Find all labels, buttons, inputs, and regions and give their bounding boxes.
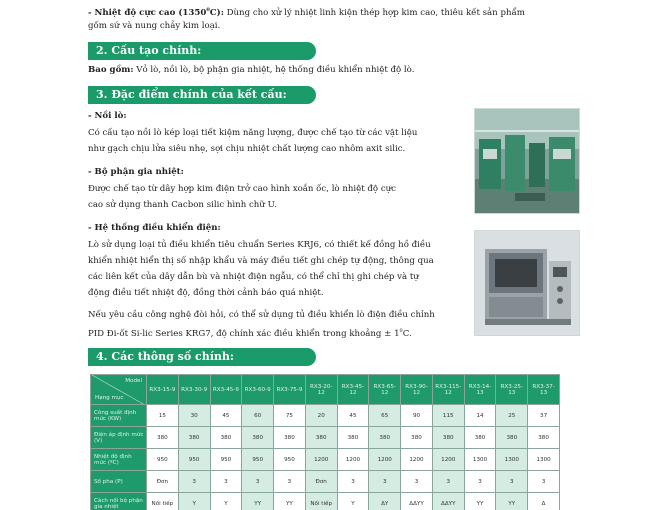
section-2-label: Bao gồm: bbox=[88, 65, 134, 75]
model-header: RX3-25-13 bbox=[496, 375, 528, 405]
noi-lo-text-1: Có cấu tạo nồi lò kép loại tiết kiệm năng lượng, được chế tạo từ các vật liệu bbox=[88, 128, 418, 138]
model-header: RX3-90-12 bbox=[401, 375, 433, 405]
model-header: RX3-45-9 bbox=[210, 375, 242, 405]
table-cell: 65 bbox=[369, 405, 401, 427]
control-text-1: Lò sử dụng loại tủ điều khiển tiêu chuẩn Series KRJ6, có thiết kế đồng hồ điều bbox=[88, 240, 431, 250]
table-cell: 3 bbox=[432, 471, 464, 493]
table-cell: 380 bbox=[274, 427, 306, 449]
table-cell: YY bbox=[496, 493, 528, 510]
table-cell: 380 bbox=[147, 427, 179, 449]
table-cell: 15 bbox=[147, 405, 179, 427]
model-header: RX3-30-9 bbox=[178, 375, 210, 405]
noi-lo-heading: - Nồi lò: bbox=[88, 111, 127, 121]
row-label: Điện áp định mức (V) bbox=[91, 427, 147, 449]
table-row-connection bbox=[91, 493, 560, 510]
table-cell: 380 bbox=[496, 427, 528, 449]
table-cell: 1200 bbox=[337, 449, 369, 471]
table-cell: 3 bbox=[369, 471, 401, 493]
control-text-4: động điều tiết nhiệt độ, đồng thời cảnh báo quá nhiệt. bbox=[88, 288, 324, 298]
table-cell: 3 bbox=[242, 471, 274, 493]
table-cell: 950 bbox=[147, 449, 179, 471]
specs-table bbox=[90, 374, 560, 510]
table-cell: Đơn bbox=[305, 471, 337, 493]
intro-line bbox=[88, 4, 525, 19]
table-cell: ΔΔYY bbox=[432, 493, 464, 510]
model-header: RX3-75-9 bbox=[274, 375, 306, 405]
table-cell: 25 bbox=[496, 405, 528, 427]
table-cell: YY bbox=[274, 493, 306, 510]
table-cell: 3 bbox=[464, 471, 496, 493]
table-cell: Nối tiếp bbox=[305, 493, 337, 510]
table-cell: 950 bbox=[210, 449, 242, 471]
table-cell: 20 bbox=[305, 405, 337, 427]
table-cell: 30 bbox=[178, 405, 210, 427]
table-cell: 1300 bbox=[528, 449, 560, 471]
control-text-2: khiển nhiệt hiển thị số nhập khẩu và máy điều tiết ghi chép tự động, thông qua bbox=[88, 256, 434, 266]
table-cell: 1200 bbox=[432, 449, 464, 471]
table-cell: YY bbox=[464, 493, 496, 510]
row-label: Số pha (P) bbox=[91, 471, 147, 493]
table-cell: Nối tiếp bbox=[147, 493, 179, 510]
table-cell: 3 bbox=[274, 471, 306, 493]
model-header: RX3-45-12 bbox=[337, 375, 369, 405]
model-header: RX3-60-9 bbox=[242, 375, 274, 405]
table-cell: 60 bbox=[242, 405, 274, 427]
table-cell: 75 bbox=[274, 405, 306, 427]
box-furnace-photo bbox=[474, 230, 580, 336]
table-cell: ΔΔYY bbox=[401, 493, 433, 510]
control-text-3: các liên kết của dây dẫn bù và nhiệt điện ngẫu, có thể chỉ thị ghi chép và tự bbox=[88, 272, 419, 282]
table-cell: 3 bbox=[178, 471, 210, 493]
table-corner-cell bbox=[91, 375, 147, 405]
table-cell: 115 bbox=[432, 405, 464, 427]
section-2-title: 2. Cấu tạo chính: bbox=[88, 42, 316, 60]
section-4-title: 4. Các thông số chính: bbox=[88, 348, 316, 366]
furnace-line-photo bbox=[474, 108, 580, 214]
table-cell: 380 bbox=[401, 427, 433, 449]
table-row-voltage bbox=[91, 427, 560, 449]
section-2-text: Bao gồm: Vỏ lò, nồi lò, bộ phận gia nhiệt, hệ thống điều khiển nhiệt độ lò. bbox=[88, 65, 415, 75]
table-cell: 3 bbox=[337, 471, 369, 493]
table-cell: 45 bbox=[210, 405, 242, 427]
table-cell: 3 bbox=[401, 471, 433, 493]
table-cell: 380 bbox=[178, 427, 210, 449]
table-cell: 14 bbox=[464, 405, 496, 427]
table-cell: 37 bbox=[528, 405, 560, 427]
model-header: RX3-65-12 bbox=[369, 375, 401, 405]
table-cell: 380 bbox=[242, 427, 274, 449]
table-cell: Y bbox=[178, 493, 210, 510]
table-row-phase bbox=[91, 471, 560, 493]
model-header: RX3-14-13 bbox=[464, 375, 496, 405]
table-cell: 380 bbox=[528, 427, 560, 449]
table-header-row bbox=[91, 375, 560, 405]
table-cell: 380 bbox=[432, 427, 464, 449]
table-cell: 90 bbox=[401, 405, 433, 427]
table-cell: 380 bbox=[337, 427, 369, 449]
extra-text-2: PID Đi-ốt Si-lic Series KRG7, độ chính xác điều khiển trong khoảng ± $1^0C$. bbox=[88, 328, 412, 339]
table-cell: 950 bbox=[178, 449, 210, 471]
table-cell: 1200 bbox=[369, 449, 401, 471]
intro-label: - Nhiệt độ cực cao (1350$^0$C): bbox=[88, 7, 224, 18]
row-label: Nhiệt độ định mức (ºC) bbox=[91, 449, 147, 471]
table-cell: 950 bbox=[274, 449, 306, 471]
heating-text-1: Được chế tạo từ dây hợp kim điện trở cao hình xoắn ốc, lò nhiệt độ cực bbox=[88, 184, 396, 194]
intro-text-2: gốm sứ và nung chảy kim loại. bbox=[88, 21, 221, 31]
table-cell: 950 bbox=[242, 449, 274, 471]
table-cell: 380 bbox=[305, 427, 337, 449]
table-cell: 380 bbox=[210, 427, 242, 449]
table-cell: Đơn bbox=[147, 471, 179, 493]
table-row-power bbox=[91, 405, 560, 427]
heating-heading: - Bộ phận gia nhiệt: bbox=[88, 167, 184, 177]
table-cell: Δ bbox=[528, 493, 560, 510]
table-cell: 380 bbox=[464, 427, 496, 449]
table-cell: 1300 bbox=[496, 449, 528, 471]
row-label: Công suất định mức (KW) bbox=[91, 405, 147, 427]
model-header: RX3-115-12 bbox=[432, 375, 464, 405]
table-cell: 1200 bbox=[401, 449, 433, 471]
heating-text-2: cao sử dụng thanh Cacbon silic hình chữ U. bbox=[88, 200, 277, 210]
table-cell: ΔY bbox=[369, 493, 401, 510]
control-heading: - Hệ thống điều khiển điện: bbox=[88, 223, 221, 233]
corner-model-label: Model bbox=[125, 378, 142, 384]
table-row-temperature bbox=[91, 449, 560, 471]
table-cell: 3 bbox=[210, 471, 242, 493]
model-header: RX3-15-9 bbox=[147, 375, 179, 405]
row-label: Cách nối bộ phận gia nhiệt bbox=[91, 493, 147, 510]
corner-item-label: Hạng mục bbox=[95, 395, 124, 401]
noi-lo-text-2: như gạch chịu lửa siêu nhẹ, sợi chịu nhiệt chất lượng cao nhôm axit silic. bbox=[88, 144, 406, 154]
extra-text-1: Nếu yêu cầu công nghệ đòi hỏi, có thể sử dụng tủ điều khiển lò điện điều chỉnh bbox=[88, 310, 435, 320]
table-cell: 380 bbox=[369, 427, 401, 449]
table-cell: 45 bbox=[337, 405, 369, 427]
table-cell: 3 bbox=[496, 471, 528, 493]
table-cell: YY bbox=[242, 493, 274, 510]
table-cell: Y bbox=[337, 493, 369, 510]
table-cell: 1200 bbox=[305, 449, 337, 471]
model-header: RX3-37-13 bbox=[528, 375, 560, 405]
section-3-title: 3. Đặc điểm chính của kết cấu: bbox=[88, 86, 316, 104]
table-cell: Y bbox=[210, 493, 242, 510]
table-cell: 3 bbox=[528, 471, 560, 493]
intro-text: Dùng cho xử lý nhiệt linh kiện thép hợp kim cao, thiêu kết sản phẩm bbox=[223, 7, 525, 18]
table-cell: 1300 bbox=[464, 449, 496, 471]
model-header: RX3-20-12 bbox=[305, 375, 337, 405]
